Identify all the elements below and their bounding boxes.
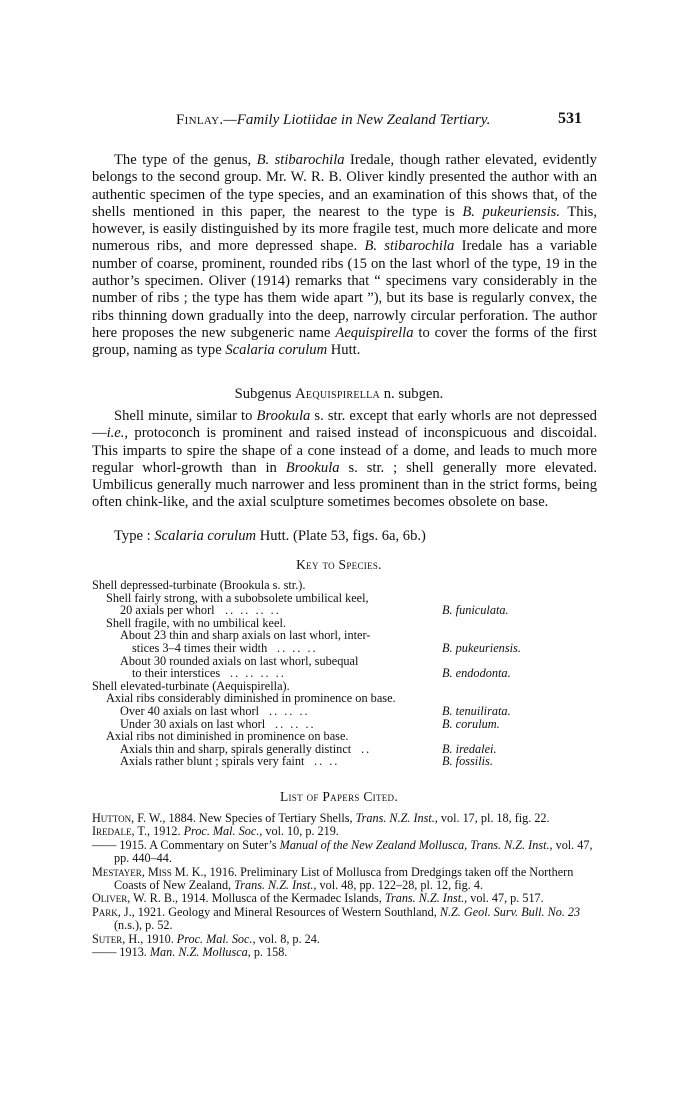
reference-entry: Hutton, F. W., 1884. New Species of Tertiary Shells, Trans. N.Z. Inst., vol. 17, pl. 18, fig. 22. [92,811,550,825]
reference-author: Park, J., [92,904,138,919]
key-line [92,755,612,768]
reference-entry: Park, J., 1921. Geology and Mineral Resources of Western Southland, N.Z. Geol. Surv. Bull. No. 23 (n.s.), p. 52. [92,904,581,933]
type-designation: Type : Scalaria corulum Hutt. (Plate 53, figs. 6a, 6b.) [114,528,426,544]
papers-heading: List of Papers Cited. [279,789,399,804]
running-head-author: Finlay. [176,112,224,128]
reference-list [92,812,597,959]
key-species-name: B. tenuilirata. [442,703,511,718]
reference-entry: Suter, H., 1910. Proc. Mal. Soc., vol. 8, p. 24. [92,931,320,946]
key-line-text: Axials rather blunt ; spirals very faint [120,754,305,769]
key-heading: Key to Species. [296,557,382,572]
reference-author: Iredale, T., [92,824,154,839]
key-line [92,667,612,680]
key-leader-dots: .. .. .. [269,703,310,718]
reference-entry: —— 1913. Man. N.Z. Mollusca, p. 158. [92,945,288,960]
key-line-text: Over 40 axials on last whorl [120,703,259,718]
key-species-name: B. funiculata. [442,603,509,618]
key-leader-dots: .. .. .. .. [230,666,286,681]
key-species-name: B. corulum. [442,716,500,731]
intro-paragraph: The type of the genus, B. stibarochila Iredale, though rather elevated, evidently belongs to the second group. Mr. W. R. B. Oliver kindly presented the author with an authentic specimen of the type species, and an examination of this shows that, of the shells mentioned in this paper, the nearest to the type is B. pukeuriensis. This, however, is easily distinguished by its more fragile test, much more delicate and more numerous ribs, and more depressed shape. B. stibarochila Iredale has a variable number of coarse, prominent, rounded ribs (15 on the last whorl of the type, 19 in the author’s specimen. Oliver (1914) remarks that “ specimens vary considerably in the number of ribs ; the type has them wide apart ”), but its base is regularly convex, the ribs thinning down gradually into the deep, narrowly circular perforation. The author here proposes the new subgeneric name Aequispirella to cover the forms of the first group, naming as type Scalaria corulum Hutt. [92,152,597,359]
reference-author: —— [92,837,120,852]
reference-entry: Iredale, T., 1912. Proc. Mal. Soc., vol. 10, p. 219. [92,824,339,839]
key-line [92,579,612,592]
key-leader-dots: .. .. .. [277,640,318,655]
key-line-text: stices 3–4 times their width [132,640,268,655]
species-key [92,579,612,768]
key-line-text: Shell fragile, with no umbilical keel. [106,615,286,630]
key-line-text: 20 axials per whorl [120,603,215,618]
key-line-text: Axial ribs considerably diminished in prominence on base. [106,691,396,706]
running-head-title: —Family Liotiidae in New Zealand Tertiary. [223,112,491,128]
reference-author: Mestayer, Miss M. K., [92,864,210,879]
key-line-text: Axials thin and sharp, spirals generally distinct [120,741,352,756]
key-line [92,642,612,655]
key-leader-dots: .. [361,741,372,756]
key-line-text: Axial ribs not diminished in prominence on base. [106,729,349,744]
page-header [0,112,678,132]
page-number: 531 [558,110,582,127]
key-species-name: B. fossilis. [442,754,493,769]
reference-entry: —— 1915. A Commentary on Suter’s Manual of the New Zealand Mollusca, Trans. N.Z. Inst., vol. 47, pp. 440–44. [92,837,593,866]
key-line-text: Shell elevated-turbinate (Aequispirella). [92,678,290,693]
key-leader-dots: .. .. .. [275,716,316,731]
key-line [92,604,612,617]
key-line-text: Under 30 axials on last whorl [120,716,266,731]
key-line-text: Shell fairly strong, with a subobsolete umbilical keel, [106,590,369,605]
key-line-text: Shell depressed-turbinate (Brookula s. str.). [92,578,306,592]
key-line [92,705,612,718]
key-species-name: B. endodonta. [442,666,511,681]
reference-author: Hutton, F. W., [92,811,169,825]
key-species-name: B. pukeuriensis. [442,640,521,655]
reference-author: Oliver, W. R. B., [92,891,182,906]
key-leader-dots: .. .. .. .. [225,603,281,618]
key-line-text: About 23 thin and sharp axials on last whorl, inter- [120,628,371,643]
key-line-text: to their interstices [132,666,221,681]
diagnosis-paragraph: Shell minute, similar to Brookula s. str. except that early whorls are not depressed—i.e., protoconch is prominent and raised instead of inconspicuous and discoidal. This imparts to spire the shape of a cone instead of a dome, and leads to much more regular whorl-growth than in Brookula s. str. ; shell generally more elevated. Umbilicus generally much narrower and less prominent than in the strict forms, being often chink-like, and the axial sculpture sometimes becomes obsolete on base. [92,408,597,511]
reference-author: Suter, H., [92,931,147,946]
key-species-name: B. iredalei. [442,741,497,756]
key-leader-dots: .. .. [314,754,340,769]
key-line [92,730,612,743]
reference-entry: Oliver, W. R. B., 1914. Mollusca of the Kermadec Islands, Trans. N.Z. Inst., vol. 47, p. 517. [92,891,544,906]
key-line-text: About 30 rounded axials on last whorl, subequal [120,653,359,668]
reference-entry: Mestayer, Miss M. K., 1916. Preliminary List of Mollusca from Dredgings taken off the Northern Coasts of New Zealand, Trans. N.Z. Inst., vol. 48, pp. 122–28, pl. 12, fig. 4. [92,864,574,893]
running-head [176,112,490,129]
subgenus-heading: Subgenus Aequispirella n. subgen. [234,386,444,402]
reference-author: —— [92,945,120,960]
